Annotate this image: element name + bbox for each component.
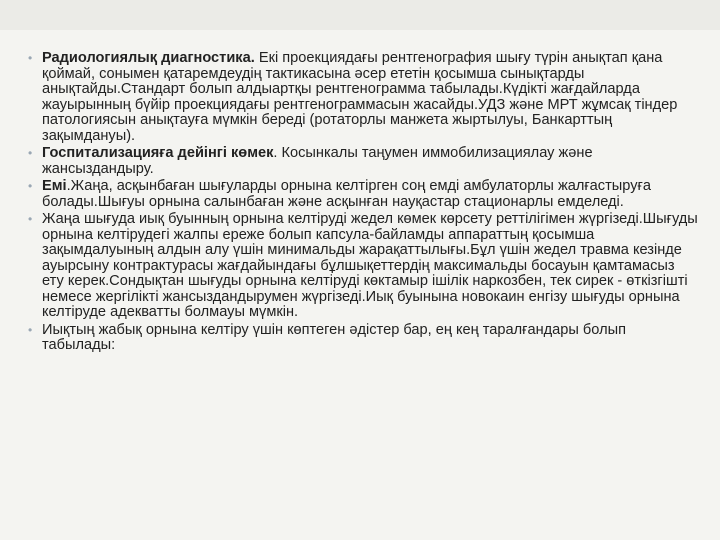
bullet-text: Иықтың жабық орнына келтіру үшін көптеген әдістер бар, ең кең таралғандары болып табылады: bbox=[42, 321, 626, 353]
bullet-text: Жаңа шығуда иық буынның орнына келтіруді жедел көмек көрсету реттілігімен жүргізеді.Шығуды орнына келтірудегі жалпы ереже болып капсула-байламды аппараттың қосымша зақымдалуының алдын алу үшін минимальды жарақаттылығы.Бұл үшін жедел травма кезінде ауырсыну контрактурасы жағдайындағы бұлшықеттердің максимальды босауын қамтамасыз ету керек.Сондықтан шығуды орнына келтіруді көктамыр ішілік наркозбен, тек сирек - өткізгішті немесе жергілікті жансыздандырумен жүргізеді.Иық буынына новокаин енгізу шығуды орнына келтіруде адекватты болмауы мүмкін. bbox=[42, 211, 698, 320]
bullet-item bbox=[28, 146, 700, 177]
bullet-text: Екі проекциядағы рентгенография шығу түрін анықтап қана қоймай, сонымен қатаремдеудің тактикасына әсер ететін қосымша сынықтарды анықтайды.Стандарт болып алдыартқы рентгенограмма табылады.Күдікті жағдайларда жауырынның бүйір проекциядағы рентгенограммасын жасайды.УДЗ және МРТ жұмсақ тіндер патологиясын анықтауға мүмкін береді (ротаторлы манжета жыртылуы, Банкарттың зақымдануы). bbox=[42, 50, 678, 144]
bullet-dot-icon: • bbox=[28, 179, 33, 193]
bullet-text: .Жаңа, асқынбаған шығуларды орнына келтірген соң емді амбулаторлы жалғастыруға болады.Шығуы орнына салынбаған және асқынған науқастар стационарлы емделеді. bbox=[42, 178, 651, 210]
bullet-bold-term: Радиологиялық диагностика. bbox=[42, 50, 255, 66]
bullet-text: . Косынкалы таңумен иммобилизациялау және жансыздандыру. bbox=[42, 145, 593, 177]
bullet-item bbox=[28, 51, 700, 144]
bullet-dot-icon: • bbox=[28, 51, 33, 65]
bullet-item bbox=[28, 323, 700, 354]
bullet-bold-term: Госпитализацияға дейінгі көмек bbox=[42, 145, 274, 161]
bullet-list bbox=[28, 51, 700, 354]
bullet-item bbox=[28, 179, 700, 210]
slide-top-band bbox=[0, 0, 720, 30]
bullet-dot-icon: • bbox=[28, 146, 33, 160]
bullet-bold-term: Емі bbox=[42, 178, 67, 194]
slide-content bbox=[28, 51, 700, 356]
bullet-item bbox=[28, 212, 700, 321]
bullet-dot-icon: • bbox=[28, 322, 33, 337]
bullet-dot-icon: • bbox=[28, 212, 33, 226]
